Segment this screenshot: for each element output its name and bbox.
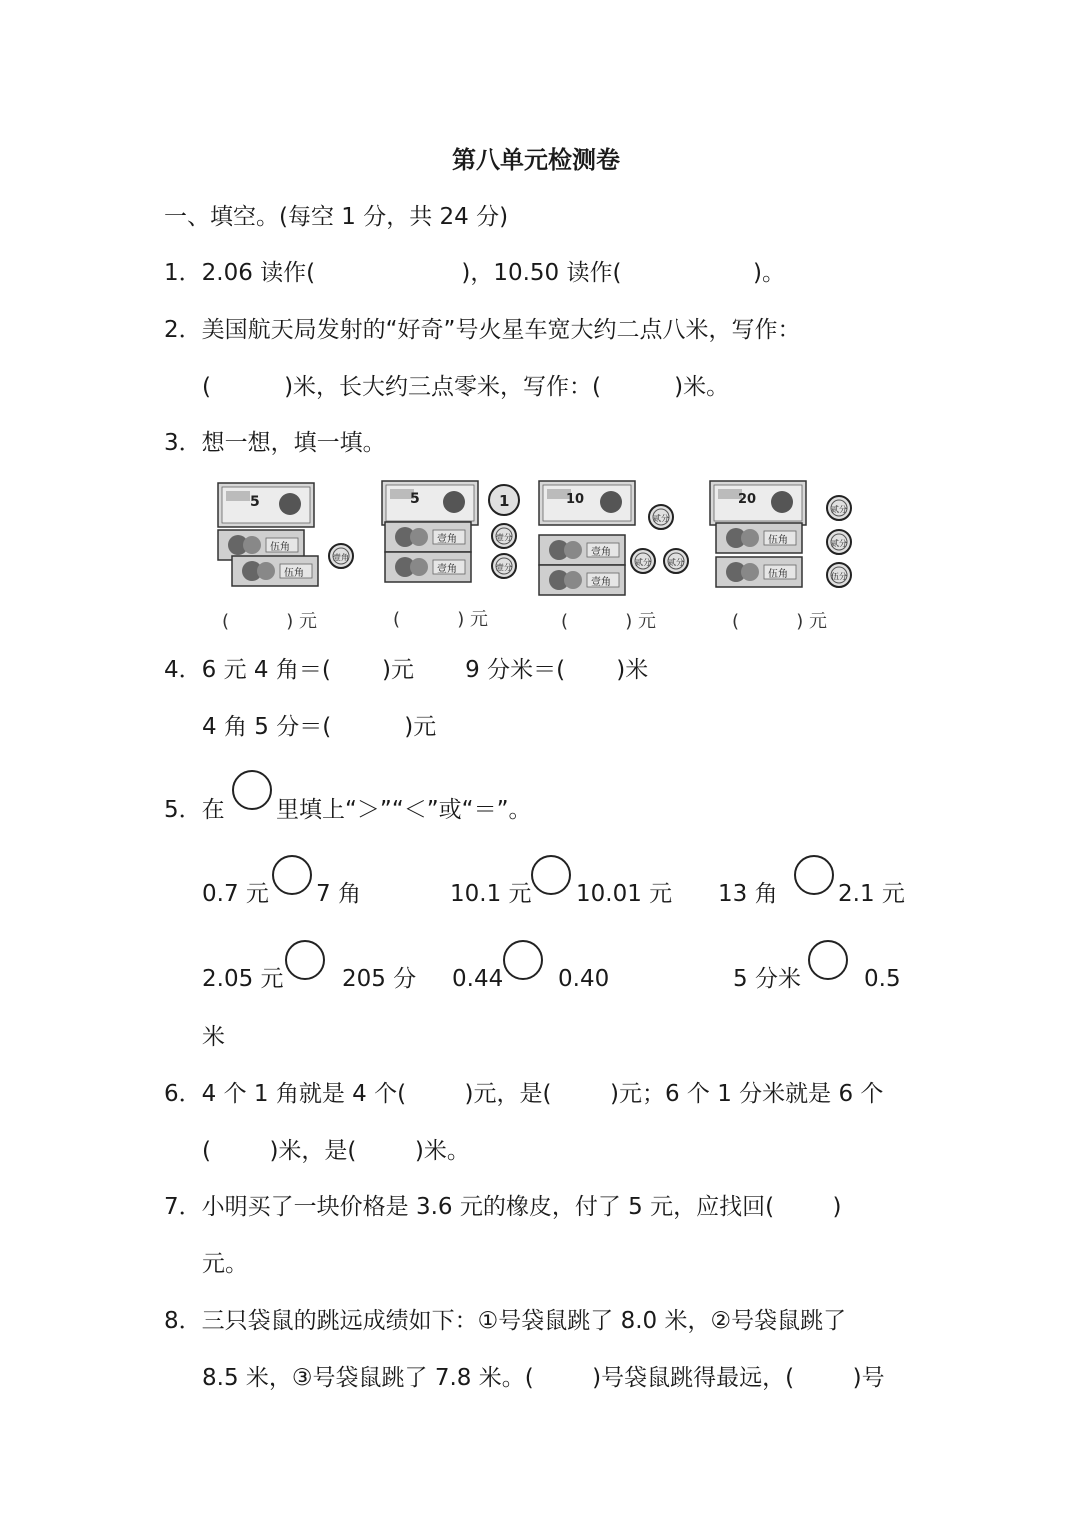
question-8-line-2: 8.5 米，③号袋鼠跳了 7.8 米。( )号袋鼠跳得最远，( )号 bbox=[202, 1365, 885, 1391]
compare-circle-1[interactable] bbox=[272, 855, 312, 895]
compare-1-left: 0.7 元 bbox=[202, 881, 269, 907]
note-label-jiao1-b: 壹角 bbox=[437, 564, 457, 575]
coin-label-jiao1: 壹角 bbox=[333, 553, 349, 562]
coin-label-fen2-b: 贰分 bbox=[635, 558, 651, 567]
compare-circle-example bbox=[232, 770, 272, 810]
question-4-line-1: 4．6 元 4 角＝( )元 9 分米＝( )米 bbox=[164, 657, 649, 683]
compare-4-right: 205 分 bbox=[342, 966, 417, 992]
question-3: 3．想一想，填一填。 bbox=[164, 430, 386, 456]
money-caption-1: ( ) 元 bbox=[222, 611, 317, 632]
compare-circle-6[interactable] bbox=[808, 940, 848, 980]
note-label-jiao1-a: 壹角 bbox=[437, 534, 457, 545]
coin-label-fen1-b: 壹分 bbox=[496, 563, 512, 572]
money-caption-3: ( ) 元 bbox=[561, 611, 656, 632]
note-label-5: 5 bbox=[250, 494, 260, 510]
compare-5-left: 0.44 bbox=[452, 966, 504, 992]
note-label-jiao5-a: 伍角 bbox=[270, 542, 290, 553]
money-group-1 bbox=[218, 483, 353, 586]
question-2-line-2: ( )米，长大约三点零米，写作：( )米。 bbox=[202, 374, 730, 400]
coin-label-fen1-a: 壹分 bbox=[496, 533, 512, 542]
compare-4-left: 2.05 元 bbox=[202, 966, 284, 992]
coin-label-fen2-e: 贰分 bbox=[831, 539, 847, 548]
compare-6-left: 5 分米 bbox=[733, 966, 801, 992]
question-7-line-1: 7．小明买了一块价格是 3.6 元的橡皮，付了 5 元，应找回( ) bbox=[164, 1194, 842, 1220]
note-label-jiao5-d: 伍角 bbox=[768, 569, 788, 580]
question-1: 1．2.06 读作( )，10.50 读作( )。 bbox=[164, 260, 786, 286]
question-4-line-2: 4 角 5 分＝( )元 bbox=[202, 714, 437, 740]
money-group-2 bbox=[382, 481, 519, 582]
page-title: 第八单元检测卷 bbox=[452, 146, 620, 174]
compare-3-left: 13 角 bbox=[718, 881, 778, 907]
compare-5-right: 0.40 bbox=[558, 966, 610, 992]
note-label-10: 10 bbox=[566, 492, 585, 507]
coin-label-fen2-a: 贰分 bbox=[653, 514, 669, 523]
money-illustration bbox=[0, 0, 1080, 640]
compare-circle-2[interactable] bbox=[531, 855, 571, 895]
compare-1-right: 7 角 bbox=[316, 881, 361, 907]
compare-circle-4[interactable] bbox=[285, 940, 325, 980]
compare-circle-5[interactable] bbox=[503, 940, 543, 980]
money-group-4 bbox=[710, 481, 851, 587]
question-5-prefix: 5．在 bbox=[164, 797, 225, 823]
note-label-20: 20 bbox=[738, 492, 757, 507]
compare-6-right: 0.5 bbox=[864, 966, 901, 992]
question-7-line-2: 元。 bbox=[202, 1251, 248, 1277]
coin-label-fen2-d: 贰分 bbox=[831, 505, 847, 514]
question-6-line-2: ( )米，是( )米。 bbox=[202, 1138, 470, 1164]
coin-label-1: 1 bbox=[499, 492, 510, 510]
question-8-line-1: 8．三只袋鼠的跳远成绩如下：①号袋鼠跳了 8.0 米，②号袋鼠跳了 bbox=[164, 1308, 847, 1334]
money-group-3 bbox=[539, 481, 688, 595]
compare-6-unit: 米 bbox=[202, 1024, 225, 1050]
compare-2-right: 10.01 元 bbox=[576, 881, 673, 907]
note-label-5b: 5 bbox=[410, 491, 420, 507]
section-heading: 一、填空。(每空 1 分，共 24 分) bbox=[164, 204, 509, 230]
compare-2-left: 10.1 元 bbox=[450, 881, 532, 907]
bank-label: 中国人民银行 bbox=[0, 0, 6, 1]
note-label-jiao5-b: 伍角 bbox=[284, 568, 304, 579]
compare-circle-3[interactable] bbox=[794, 855, 834, 895]
compare-3-right: 2.1 元 bbox=[838, 881, 905, 907]
money-caption-2: ( ) 元 bbox=[393, 609, 488, 630]
question-6-line-1: 6．4 个 1 角就是 4 个( )元，是( )元；6 个 1 分米就是 6 个 bbox=[164, 1081, 884, 1107]
note-label-jiao1-d: 壹角 bbox=[591, 577, 611, 588]
question-2-line-1: 2．美国航天局发射的“好奇”号火星车宽大约二点八米，写作： bbox=[164, 317, 801, 343]
note-label-jiao1-c: 壹角 bbox=[591, 547, 611, 558]
coin-label-fen5: 伍分 bbox=[831, 572, 847, 581]
coin-label-fen2-c: 贰分 bbox=[668, 558, 684, 567]
question-5-suffix: 里填上“＞”“＜”或“＝”。 bbox=[276, 797, 532, 823]
money-caption-4: ( ) 元 bbox=[732, 611, 827, 632]
note-label-jiao5-c: 伍角 bbox=[768, 535, 788, 546]
